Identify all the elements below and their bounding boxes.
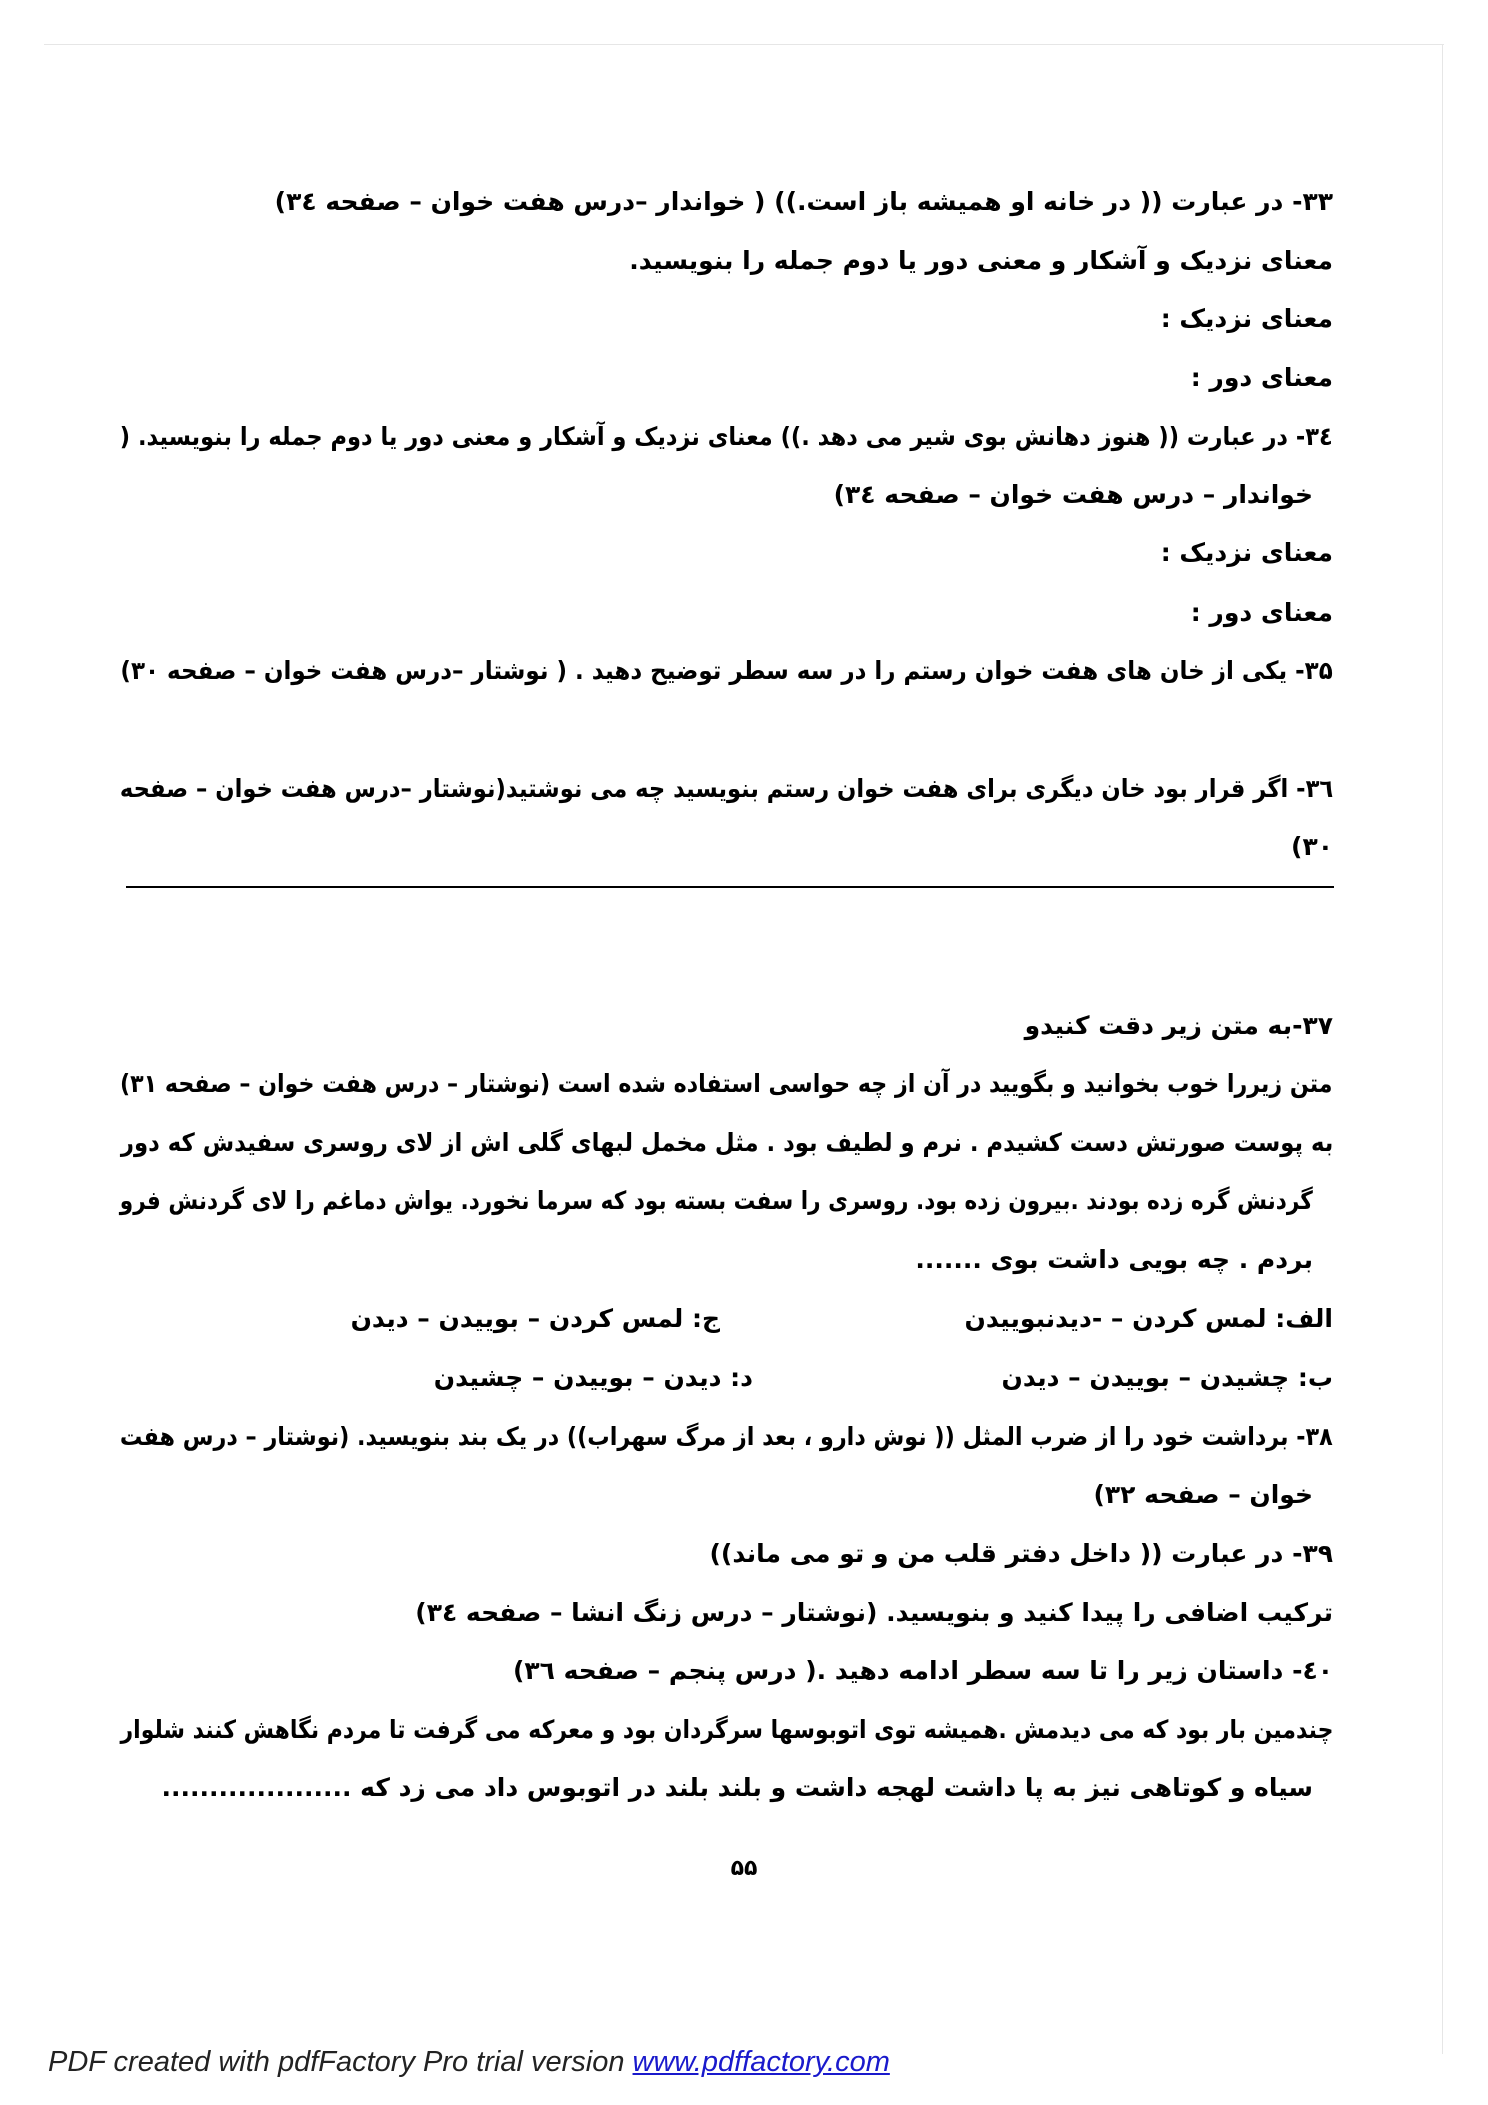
footer-link[interactable]: www.pdffactory.com xyxy=(632,2046,890,2078)
question-40-story-line-2: سیاه و کوتاهی نیز به پا داشت لهجه داشت و بلند بلند در اتوبوس داد می زد که .................... xyxy=(161,1773,1313,1802)
question-37-passage-line-3: بردم . چه بویی داشت بوی ....... xyxy=(915,1245,1313,1274)
page-border-top xyxy=(44,44,1444,45)
question-34-line-1: ۳٤- در عبارت (( هنوز دهانش بوی شیر می دهد .)) معنای نزدیک و آشکار و معنی دور یا دوم جمله را بنویسید. ( xyxy=(120,422,1333,451)
question-39-line-2: ترکیب اضافی را پیدا کنید و بنویسید. (نوشتار – درس زنگ انشا – صفحه ۳٤) xyxy=(415,1598,1333,1627)
question-40-story-line-1: چندمین بار بود که می دیدمش .همیشه توی اتوبوسها سرگردان بود و معرکه می گرفت تا مردم نگاهش کنند شلوار xyxy=(120,1715,1333,1744)
question-38-line-2: خوان – صفحه ۳۲) xyxy=(1093,1480,1313,1509)
option-alef: الف: لمس کردن – -دیدنبوییدن xyxy=(964,1304,1333,1333)
page-number: ۵۵ xyxy=(730,1856,758,1881)
option-jim: ج: لمس کردن – بوییدن – دیدن xyxy=(350,1304,720,1333)
question-40-line-1: ٤۰- داستان زیر را تا سه سطر ادامه دهید .( درس پنجم – صفحه ۳٦) xyxy=(512,1656,1333,1685)
question-33-near-meaning: معنای نزدیک : xyxy=(1160,304,1333,333)
option-be: ب: چشیدن – بوییدن – دیدن xyxy=(1001,1363,1333,1392)
question-37-passage-line-2: گردنش گره زده بودند .بیرون زده بود. روسری را سفت بسته بود که سرما نخورد. یواش دماغم را لای گردنش فرو xyxy=(119,1186,1313,1215)
question-34-far-meaning: معنای دور : xyxy=(1190,598,1333,627)
question-34-line-2: خواندار – درس هفت خوان – صفحه ۳٤) xyxy=(833,480,1313,509)
question-39-line-1: ۳۹- در عبارت (( داخل دفتر قلب من و تو می ماند)) xyxy=(709,1539,1333,1568)
question-37-line-1: ۳۷-به متن زیر دقت کنیدو xyxy=(1024,1011,1333,1040)
section-divider xyxy=(126,886,1334,888)
question-34-near-meaning: معنای نزدیک : xyxy=(1160,538,1333,567)
page-border-right xyxy=(1442,44,1443,2054)
pdf-footer xyxy=(48,2046,890,2079)
question-33-line-2: معنای نزدیک و آشکار و معنی دور یا دوم جمله را بنویسید. xyxy=(629,246,1333,275)
question-38-line-1: ۳۸- برداشت خود را از ضرب المثل (( نوش دارو ، بعد از مرگ سهراب)) در یک بند بنویسید. (نوشتار – درس هفت xyxy=(120,1422,1333,1451)
question-37-passage-line-1: به پوست صورتش دست کشیدم . نرم و لطیف بود . مثل مخمل لبهای گلی اش از لای روسری سفیدش که دور xyxy=(120,1128,1333,1157)
question-37-line-2: متن زیررا خوب بخوانید و بگویید در آن از چه حواسی استفاده شده است (نوشتار – درس هفت خوان – صفحه ۳۱) xyxy=(120,1069,1333,1098)
footer-text: PDF created with pdfFactory Pro trial version xyxy=(48,2046,633,2078)
question-33-far-meaning: معنای دور : xyxy=(1190,363,1333,392)
question-35: ۳۵- یکی از خان های هفت خوان رستم را در سه سطر توضیح دهید . ( نوشتار –درس هفت خوان – صفحه ۳۰) xyxy=(120,656,1333,685)
question-36-line-2: ۳۰) xyxy=(1291,832,1333,861)
question-33-line-1: ۳۳- در عبارت (( در خانه او همیشه باز است.)) ( خواندار –درس هفت خوان – صفحه ۳٤) xyxy=(274,187,1333,216)
option-dal: د: دیدن – بوییدن – چشیدن xyxy=(433,1363,753,1392)
question-36-line-1: ۳٦- اگر قرار بود خان دیگری برای هفت خوان رستم بنویسید چه می نوشتید(نوشتار –درس هفت خوان – صفحه xyxy=(119,774,1333,803)
